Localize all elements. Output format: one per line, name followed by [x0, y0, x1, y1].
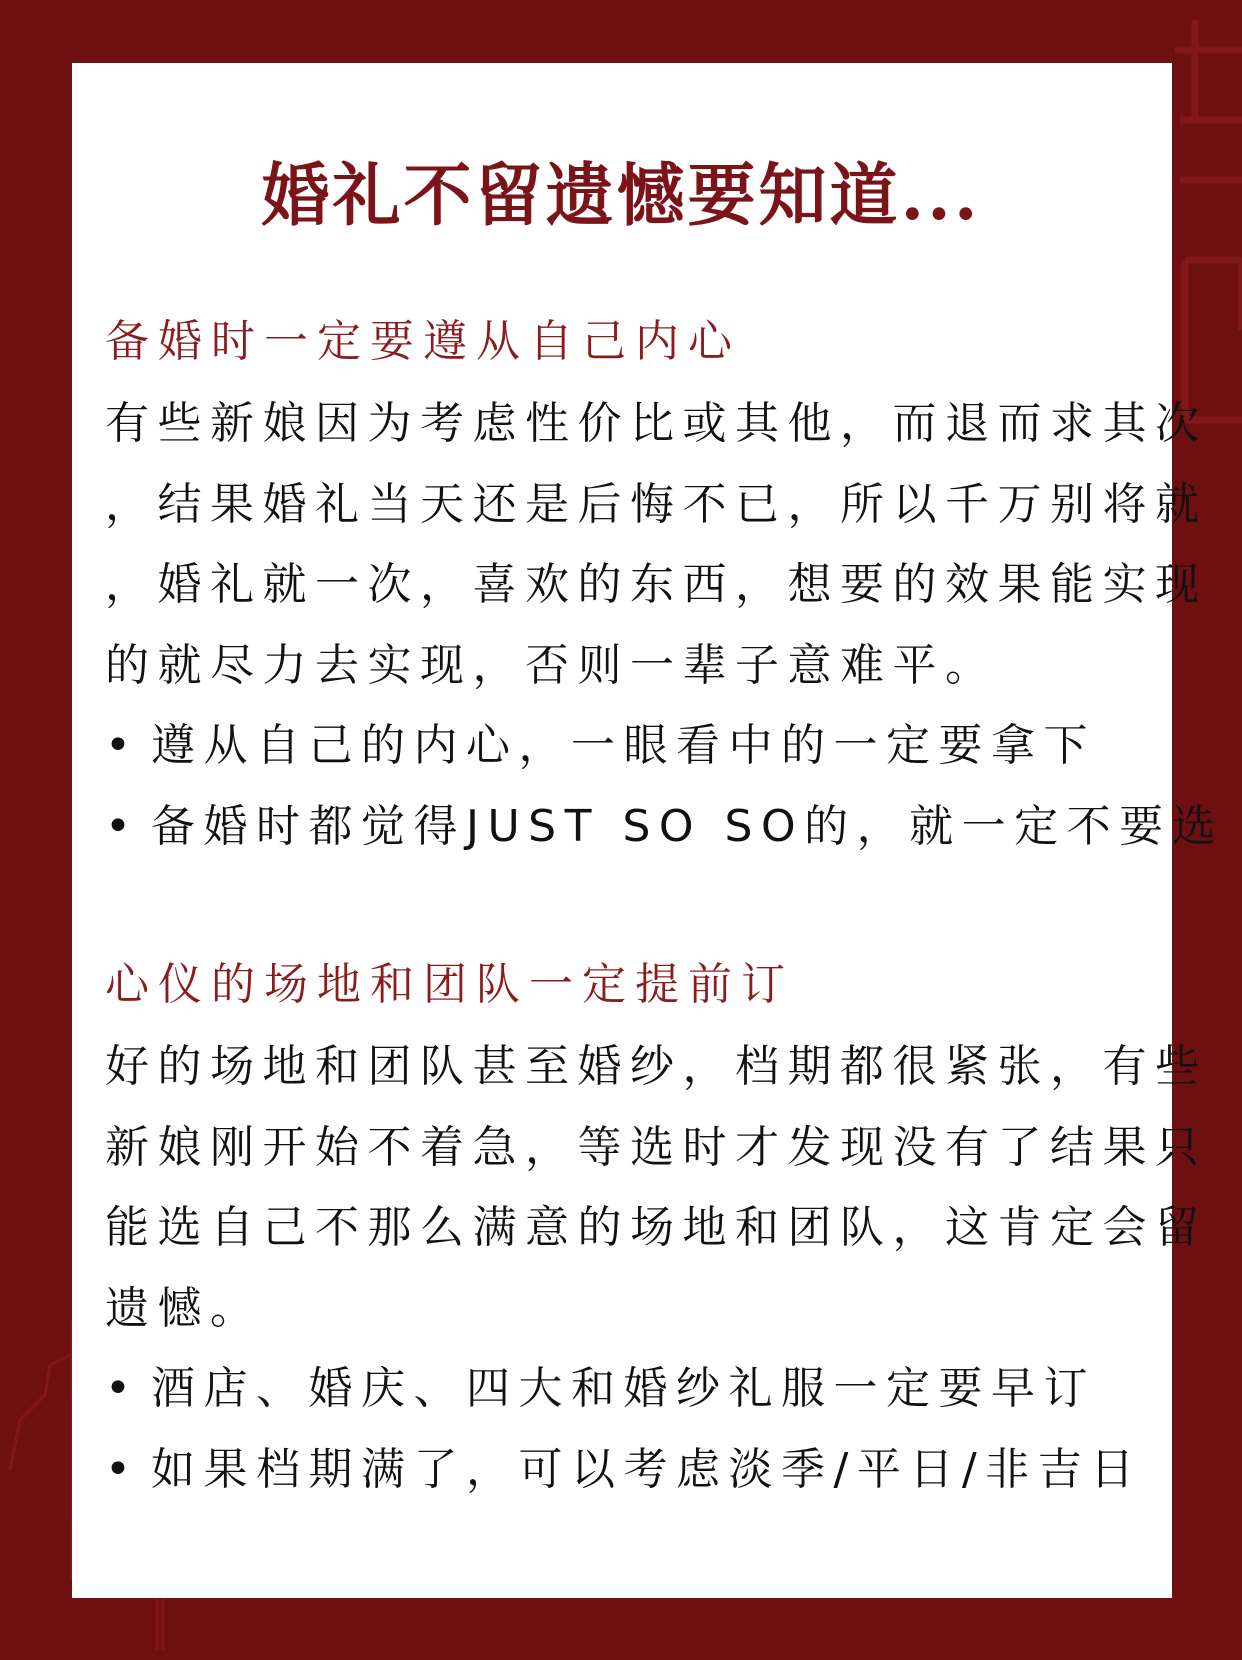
- body-line: ，婚礼就一次，喜欢的东西，想要的效果能实现: [105, 559, 1208, 610]
- body-line: ，结果婚礼当天还是后悔不已，所以千万别将就: [105, 478, 1208, 530]
- bullet-dot: •: [105, 1443, 140, 1495]
- body-line: 遗憾。: [105, 1282, 263, 1334]
- bullet-dot: •: [105, 720, 140, 771]
- bullet-dot: •: [105, 1363, 140, 1414]
- body-line: 有些新娘因为考虑性价比或其他，而退而求其次: [105, 398, 1208, 449]
- section-heading: 心仪的场地和团队一定提前订: [105, 959, 794, 1010]
- bullet-dot: •: [105, 800, 140, 852]
- section-body: [105, 384, 1225, 867]
- bullet-item: [105, 787, 1225, 868]
- bullet-text: 备婚时都觉得JUST SO SO的，就一定不要选: [151, 800, 1225, 852]
- section-follow-your-heart: [105, 312, 1225, 867]
- bullet-item: [105, 1430, 1145, 1511]
- page-title: 婚礼不留遗憾要知道...: [261, 156, 981, 236]
- bullet-text: 酒店、婚庆、四大和婚纱礼服一定要早订: [151, 1363, 1096, 1414]
- bullet-item: [105, 706, 1145, 787]
- bullet-item: [105, 1349, 1145, 1430]
- body-line: 好的场地和团队甚至婚纱，档期都很紧张，有些: [105, 1041, 1208, 1092]
- body-line: 新娘刚开始不着急，等选时才发现没有了结果只: [105, 1121, 1208, 1173]
- bullet-text: 如果档期满了，可以考虑淡季/平日/非吉日: [151, 1443, 1143, 1495]
- body-line: 能选自己不那么满意的场地和团队，这肯定会留: [105, 1202, 1208, 1253]
- section-book-early: [105, 955, 1208, 1510]
- section-heading: 备婚时一定要遵从自己内心: [105, 316, 741, 367]
- bullet-text: 遵从自己的内心，一眼看中的一定要拿下: [151, 720, 1096, 771]
- body-line: 的就尽力去实现，否则一辈子意难平。: [105, 639, 998, 691]
- section-body: [105, 1027, 1208, 1510]
